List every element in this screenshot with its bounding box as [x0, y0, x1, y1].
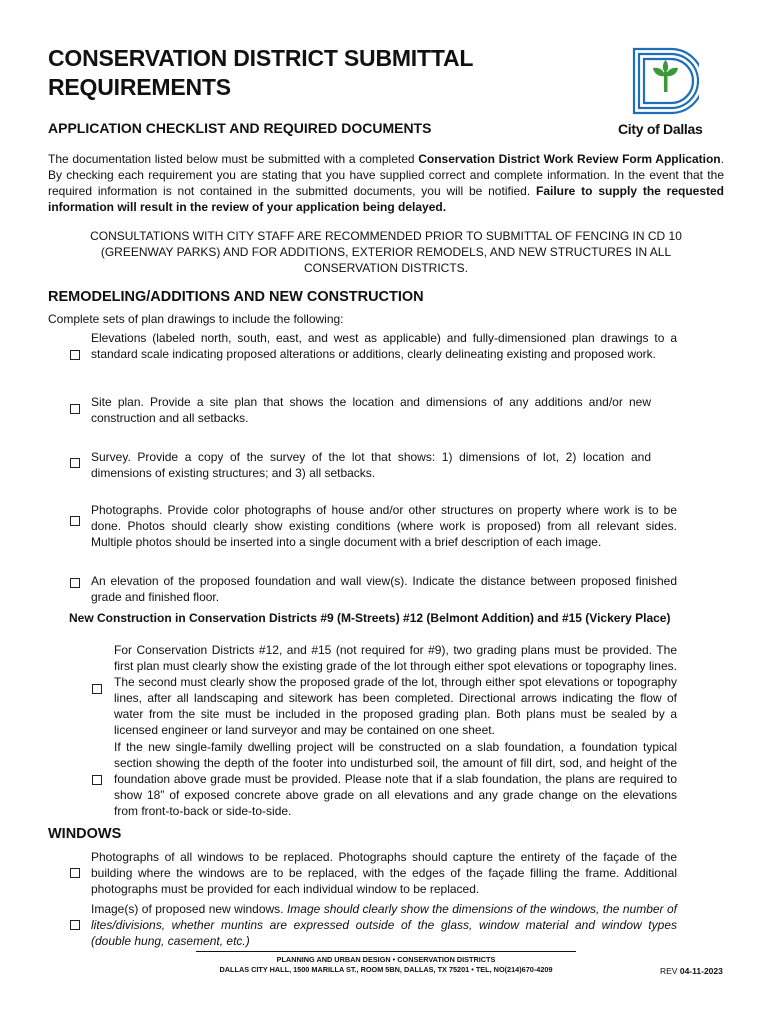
checkbox[interactable]	[70, 516, 80, 526]
intro-paragraph	[48, 151, 724, 215]
checkbox[interactable]	[92, 775, 102, 785]
item-text: Elevations (labeled north, south, east, and west as applicable) and fully-dimensioned plan drawings to a standard scale indicating proposed alterations or additions, clearly delineating existing and proposed work.	[91, 331, 677, 361]
footer	[190, 955, 582, 975]
checkbox[interactable]	[70, 458, 80, 468]
item-text: Photographs of all windows to be replaced. Photographs should capture the entirety of the façade of the building where the windows are to be replaced, with the edges of the façade filling the frame. Additional photographs must be provided for each individual window to be replaced.	[91, 850, 677, 896]
plan-drawings-lead: Complete sets of plan drawings to include the following:	[48, 312, 344, 326]
footer-line-2: DALLAS CITY HALL, 1500 MARILLA ST., ROOM 5BN, DALLAS, TX 75201 • TEL, NO(214)670-4209	[219, 965, 553, 974]
checkbox[interactable]	[92, 684, 102, 694]
checklist-item-photographs	[91, 502, 677, 550]
item-text-plain: Image(s) of proposed new windows.	[91, 902, 287, 916]
checklist-item-elevations	[91, 330, 677, 362]
checklist-item-site-plan	[91, 394, 651, 426]
checkbox[interactable]	[70, 350, 80, 360]
checkbox[interactable]	[70, 578, 80, 588]
item-text	[91, 901, 677, 949]
revision-label: REV	[660, 966, 680, 976]
footer-line-1: PLANNING AND URBAN DESIGN • CONSERVATION DISTRICTS	[276, 955, 496, 964]
checkbox[interactable]	[70, 920, 80, 930]
checklist-heading: APPLICATION CHECKLIST AND REQUIRED DOCUMENTS	[48, 120, 432, 136]
checkbox[interactable]	[70, 404, 80, 414]
intro-form-name: Conservation District Work Review Form Application	[418, 152, 721, 166]
item-text: An elevation of the proposed foundation and wall view(s). Indicate the distance between proposed finished grade and finished floor.	[91, 574, 677, 604]
item-text: For Conservation Districts #12, and #15 (not required for #9), two grading plans must be provided. The first plan must clearly show the existing grade of the lot through either spot elevations or topography lines. The second must clearly show the proposed grade of the lot, through either spot elevations or topography lines, after all landscaping and sitework has been completed. Directional arrows indicating the flow of water from the site must be included in the proposed grading plan. Both plans must be sealed by a licensed engineer or land surveyor and may be contained on one sheet.	[114, 643, 677, 737]
logo-text: City of Dallas	[618, 121, 703, 137]
remodeling-heading: REMODELING/ADDITIONS AND NEW CONSTRUCTION	[48, 289, 424, 305]
intro-warning: Failure to supply the requested information will result in the review of your application being delayed.	[48, 184, 725, 214]
checklist-item-foundation-elevation	[91, 573, 677, 605]
checklist-item-slab-foundation	[114, 739, 677, 819]
checklist-item-new-window-images	[91, 901, 677, 949]
footer-divider	[196, 951, 576, 952]
item-text: If the new single-family dwelling project will be constructed on a slab foundation, a foundation typical section showing the depth of the footer into undisturbed soil, the amount of fill dirt, sod, and height of the foundation above grade must be provided. Please note that if a slab foundation, the plans are required to show 18” of exposed concrete above grade on all elevations and any grade change on the elevations from front-to-back or side-to-side.	[114, 740, 677, 818]
city-of-dallas-logo	[631, 46, 699, 116]
windows-heading: WINDOWS	[48, 826, 122, 842]
intro-text-2: . By checking each requirement you are stating that you have supplied correct and complete information. In the event that the required information is not contained in the submitted documents, you will be notified.	[48, 152, 724, 198]
item-text-italic: Image should clearly show the dimensions of the windows, the number of lites/divisions, whether muntins are expressed outside of the glass, window material and window types (double hung, casement, etc.)	[91, 902, 678, 948]
checklist-item-survey	[91, 449, 651, 481]
new-construction-heading: New Construction in Conservation Districts #9 (M-Streets) #12 (Belmont Addition) and #15 (Vickery Place)	[69, 611, 671, 625]
item-text: Survey. Provide a copy of the survey of the lot that shows: 1) dimensions of lot, 2) location and dimensions of existing structures; and 3) all setbacks.	[91, 450, 651, 480]
checklist-item-grading-plans	[114, 642, 677, 738]
revision-value: 04-11-2023	[679, 966, 723, 976]
checkbox[interactable]	[70, 868, 80, 878]
consultation-notice: CONSULTATIONS WITH CITY STAFF ARE RECOMMENDED PRIOR TO SUBMITTAL OF FENCING IN CD 10 (GREENWAY PARKS) AND FOR ADDITIONS, EXTERIOR REMODELS, AND NEW STRUCTURES IN ALL CONSERVATION DISTRICTS.	[90, 229, 682, 275]
item-text: Photographs. Provide color photographs of house and/or other structures on property where work is to be done. Photos should clearly show existing conditions (where work is proposed) from all relevant sides. Multiple photos should be inserted into a single document with a brief description of each image.	[91, 503, 677, 549]
page-title: CONSERVATION DISTRICT SUBMITTAL REQUIREMENTS	[48, 45, 473, 100]
checklist-item-window-photos	[91, 849, 677, 897]
intro-text-1: The documentation listed below must be submitted with a completed	[48, 152, 419, 166]
item-text: Site plan. Provide a site plan that shows the location and dimensions of any additions and/or new construction and all setbacks.	[91, 395, 651, 425]
revision-date	[660, 966, 723, 976]
